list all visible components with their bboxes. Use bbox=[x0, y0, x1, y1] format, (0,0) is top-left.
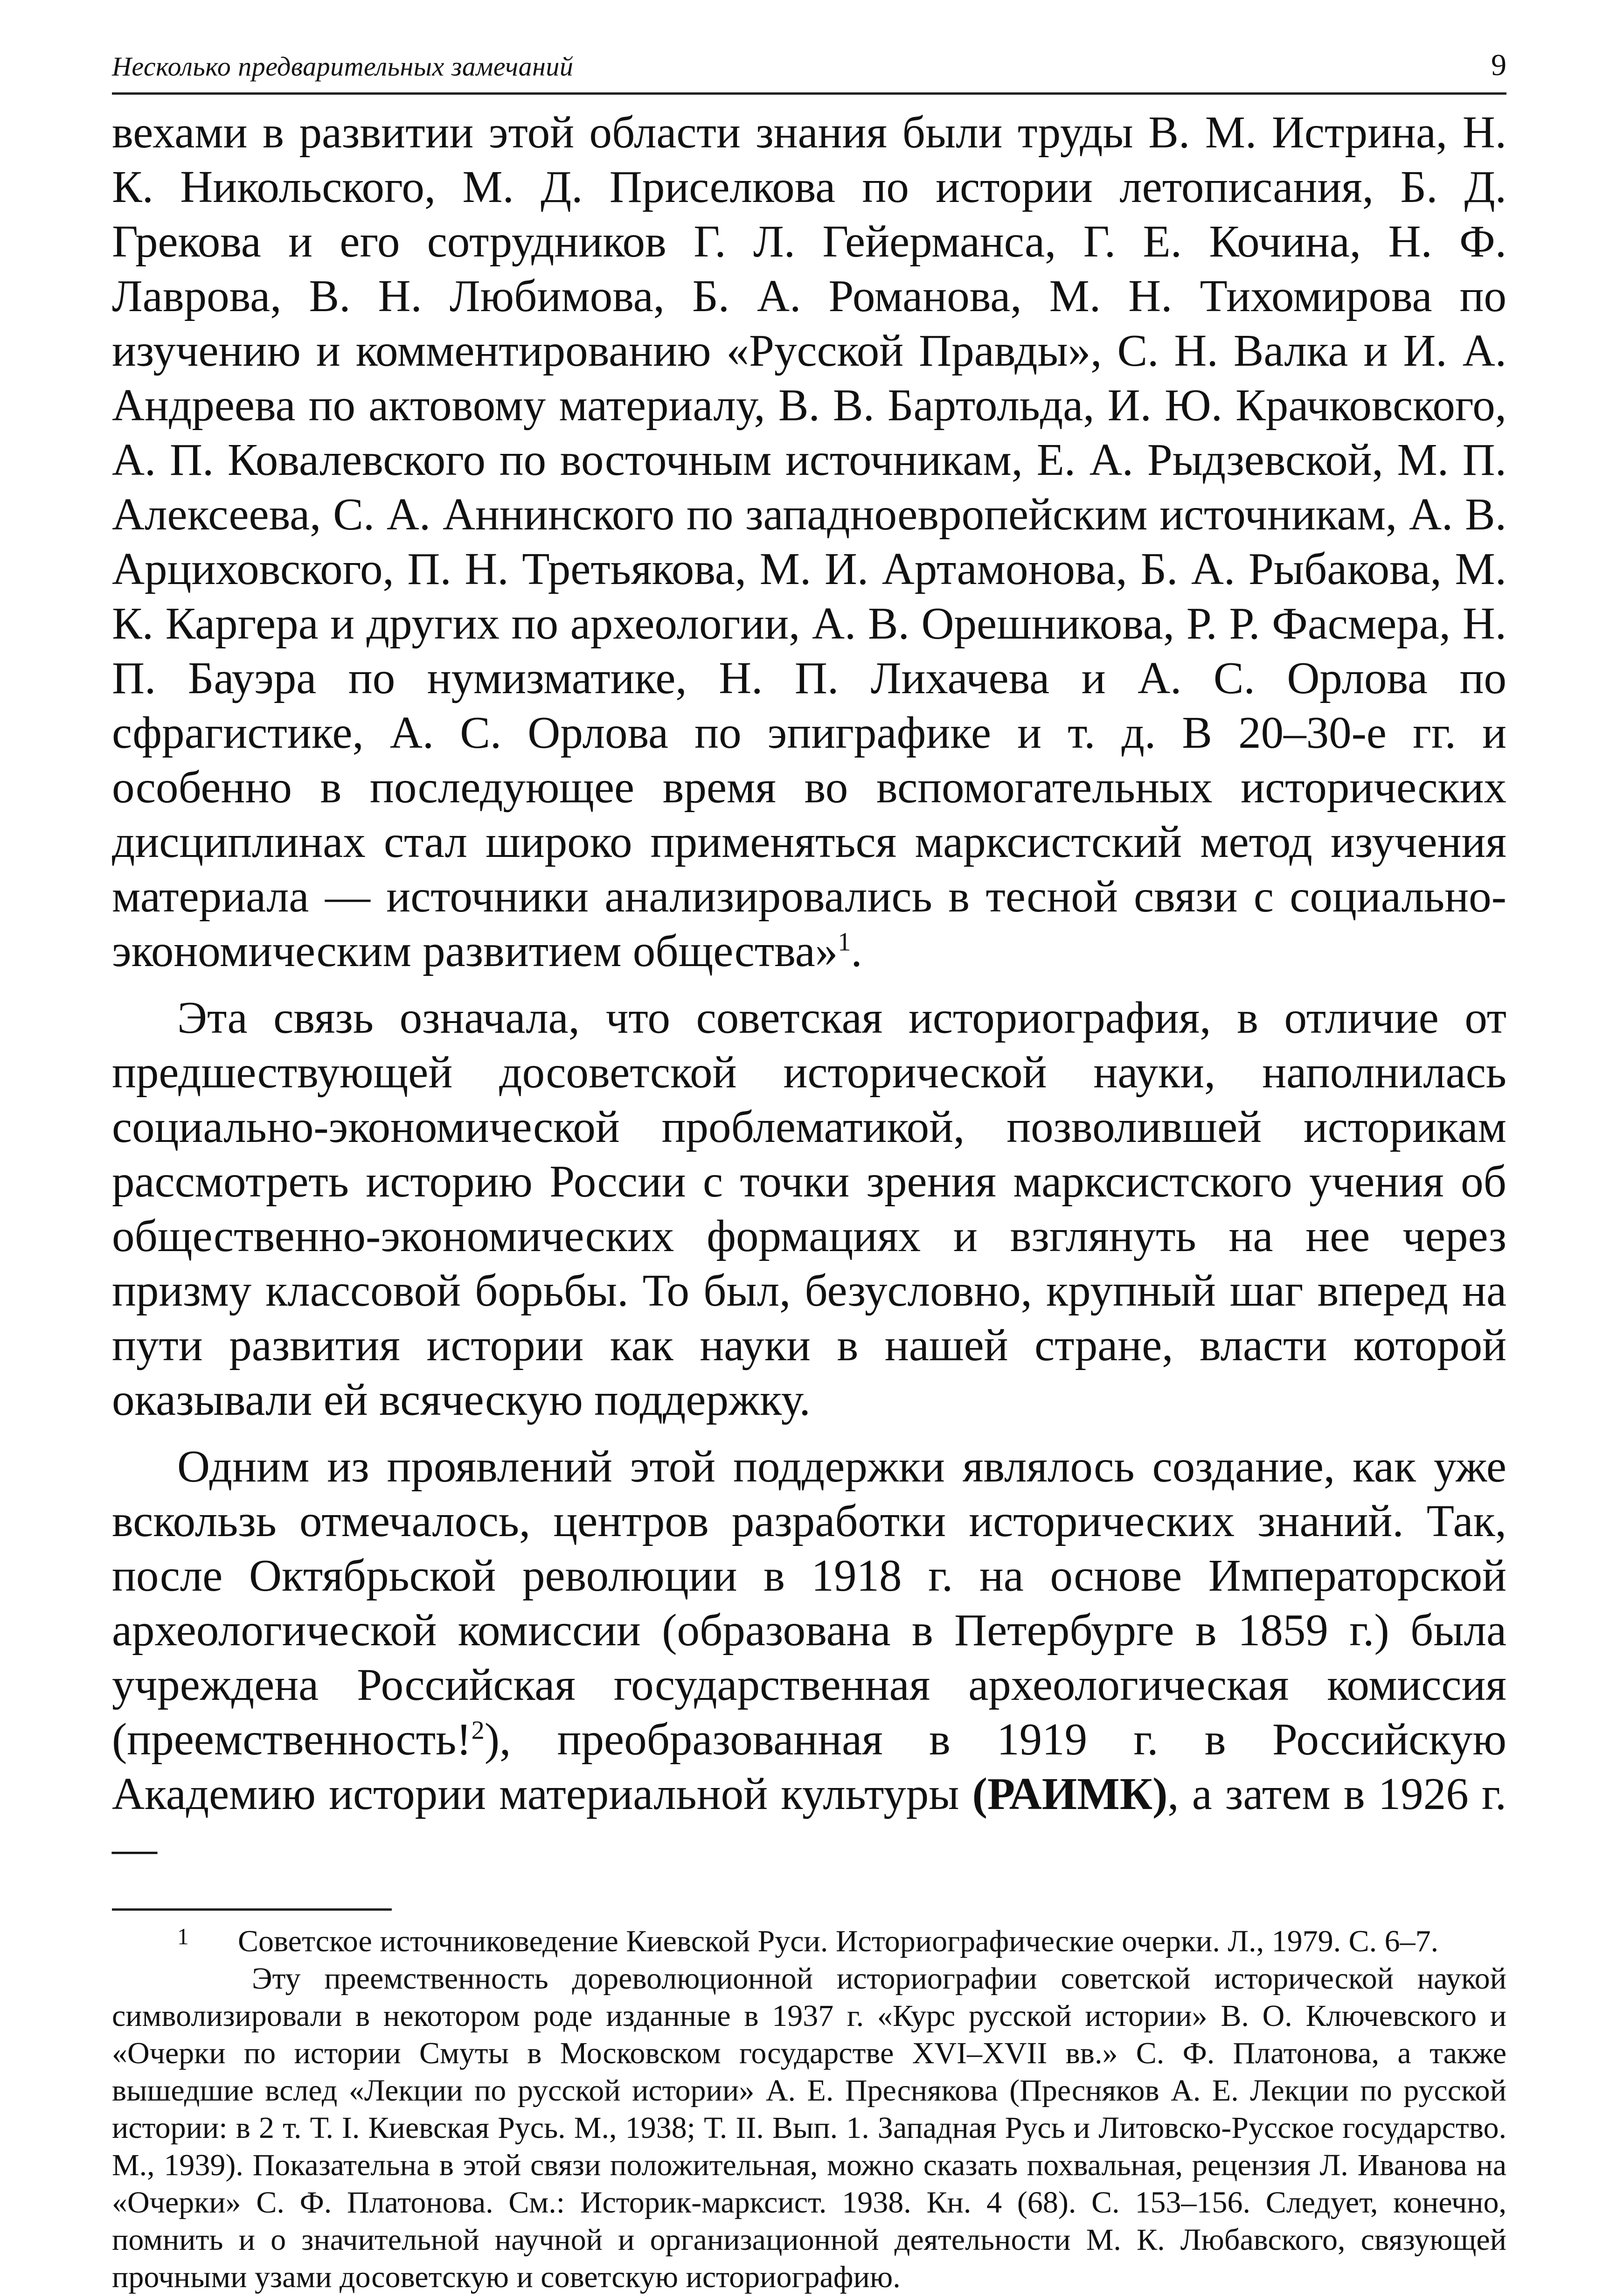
page-number: 9 bbox=[1491, 48, 1506, 82]
footnote-1-marker: 1 bbox=[177, 1924, 189, 1949]
paragraph-1-text: вехами в развитии этой области знания были труды В. М. Истрина, Н. К. Никольского, М. Д. Приселкова по истории летописания, Б. Д. Грекова и его сотрудников Г. Л. Гейерманса, Г. Е. Кочина, Н. Ф. Лаврова, В. Н. Любимова, Б. А. Романова, М. Н. Тихомирова по изучению и комментированию «Русской Правды», С. Н. Валка и И. А. Андреева по актовому материалу, В. В. Бартольда, И. Ю. Крачковского, А. П. Ковалевского по восточным источникам, Е. А. Рыдзевской, М. П. Алексеева, С. А. Аннинского по западноевропейским источникам, А. В. Арциховского, П. Н. Третьякова, М. И. Артамонова, Б. А. Рыбакова, М. К. Каргера и других по археологии, А. В. Орешникова, Р. Р. Фасмера, Н. П. Бауэра по нумизматике, Н. П. Лихачева и А. С. Орлова по сфрагистике, А. С. Орлова по эпиграфике и т. д. В 20–30-е гг. и особенно в последующее время во вспомогательных исторических дисциплинах стал широко применяться марксистский метод изучения материала — источники анализировались в тесной связи с социально-экономическим развитием общества» bbox=[112, 107, 1506, 976]
book-page bbox=[112, 37, 1506, 2296]
raimk-abbreviation: (РАИМК) bbox=[972, 1769, 1168, 1819]
running-head bbox=[112, 37, 1506, 95]
footnote-divider bbox=[112, 1908, 392, 1911]
paragraph-3-text-a: Одним из проявлений этой поддержки являлось создание, как уже вскользь отмечалось, центров разработки исторических знаний. Так, после Октябрьской революции в 1918 г. на основе Императорской археологической комиссии (образована в Петербурге в 1859 г.) была учреждена Российская государственная археологическая комиссия (преемственность! bbox=[112, 1441, 1506, 1764]
footnote-1-text: Советское источниковедение Киевской Руси. Историографические очерки. Л., 1979. С. 6–7. bbox=[238, 1924, 1439, 1958]
paragraph-2: Эта связь означала, что советская историография, в отличие от предшествующей досоветской исторической науки, наполнилась социально-экономической проблематикой, позволившей историкам рассмотреть историю России с точки зрения марксистского учения об общественно-экономических формациях и взглянуть на нее через призму классовой борьбы. То был, безусловно, крупный шаг вперед на пути развития истории как науки в нашей стране, власти которой оказывали ей всяческую поддержку. bbox=[112, 993, 1506, 1425]
running-title: Несколько предварительных замечаний bbox=[112, 51, 574, 82]
paragraph-3-text-c: , а затем в 1926 г. — bbox=[112, 1769, 1506, 1873]
footnote-1 bbox=[112, 1923, 1506, 1960]
footnote-ref-1: 1 bbox=[838, 927, 851, 957]
paragraph-1 bbox=[112, 105, 1506, 978]
body-text bbox=[112, 105, 1506, 1876]
footnote-2 bbox=[112, 1960, 1506, 2296]
footnotes bbox=[112, 1923, 1506, 2296]
paragraph-1-tail: . bbox=[851, 926, 862, 976]
footnote-2-text: Эту преемственность дореволюционной историографии советской исторической наукой символизировали в некотором роде изданные в 1937 г. «Курс русской истории» В. О. Ключевского и «Очерки по истории Смуты в Московском государстве XVI–XVII вв.» С. Ф. Платонова, а также вышедшие вслед «Лекции по русской истории» А. Е. Преснякова (Пресняков А. Е. Лекции по русской истории: в 2 т. Т. I. Киевская Русь. М., 1938; Т. II. Вып. 1. Западная Русь и Литовско-Русское государство. М., 1939). Показательна в этой связи положительная, можно сказать похвальная, рецензия Л. Иванова на «Очерки» С. Ф. Платонова. См.: Историк-марксист. 1938. Кн. 4 (68). С. 153–156. Следует, конечно, помнить и о значительной научной и организационной деятельности М. К. Любавского, связующей прочными узами досоветскую и советскую историографию. bbox=[112, 1962, 1506, 2294]
paragraph-3 bbox=[112, 1439, 1506, 1876]
paragraph-3-text-b: ), преобразованная в 1919 г. в Российскую Академию истории материальной культуры bbox=[112, 1714, 1506, 1819]
footnote-ref-2: 2 bbox=[471, 1716, 485, 1745]
